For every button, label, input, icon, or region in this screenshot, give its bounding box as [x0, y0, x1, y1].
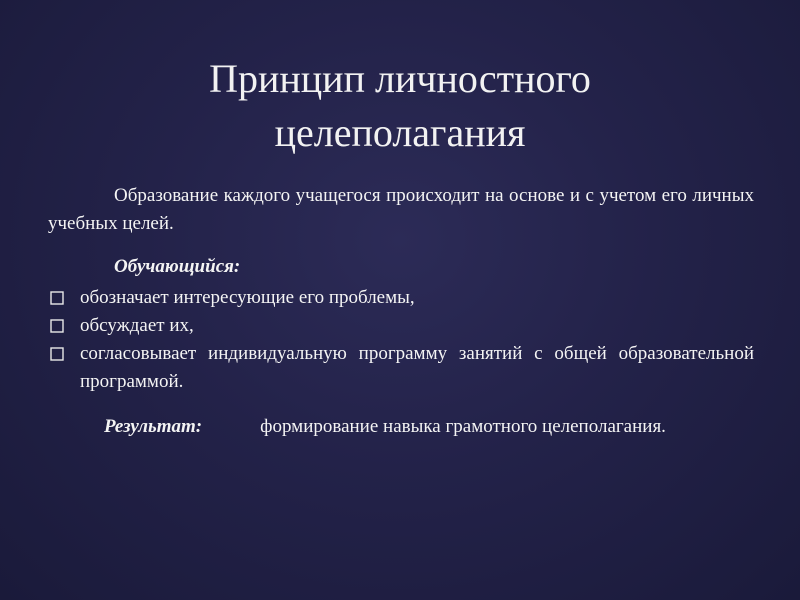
intro-paragraph: Образование каждого учащегося происходит на основе и с учетом его личных учебных целей. — [48, 185, 754, 234]
title-line-1: Принцип личностного — [209, 56, 591, 101]
learner-heading: Обучающийся: — [114, 256, 241, 277]
checkbox-icon — [50, 319, 64, 333]
list-item — [48, 312, 754, 340]
bullet-text: обозначает интересующие его проблемы, — [80, 287, 415, 308]
slide-title — [0, 52, 800, 160]
checkbox-icon — [50, 291, 64, 305]
title-line-2: целеполагания — [274, 110, 526, 155]
result-paragraph — [48, 413, 754, 441]
bullet-list — [48, 284, 754, 396]
result-text: формирование навыка грамотного целеполагания. — [260, 416, 666, 437]
list-item — [48, 284, 754, 312]
bullet-text: согласовывает индивидуальную программу занятий с общей образовательной программой. — [80, 343, 754, 392]
checkbox-icon — [50, 347, 64, 361]
result-label: Результат: — [104, 416, 203, 437]
bullet-text: обсуждает их, — [80, 315, 194, 336]
list-item — [48, 340, 754, 396]
